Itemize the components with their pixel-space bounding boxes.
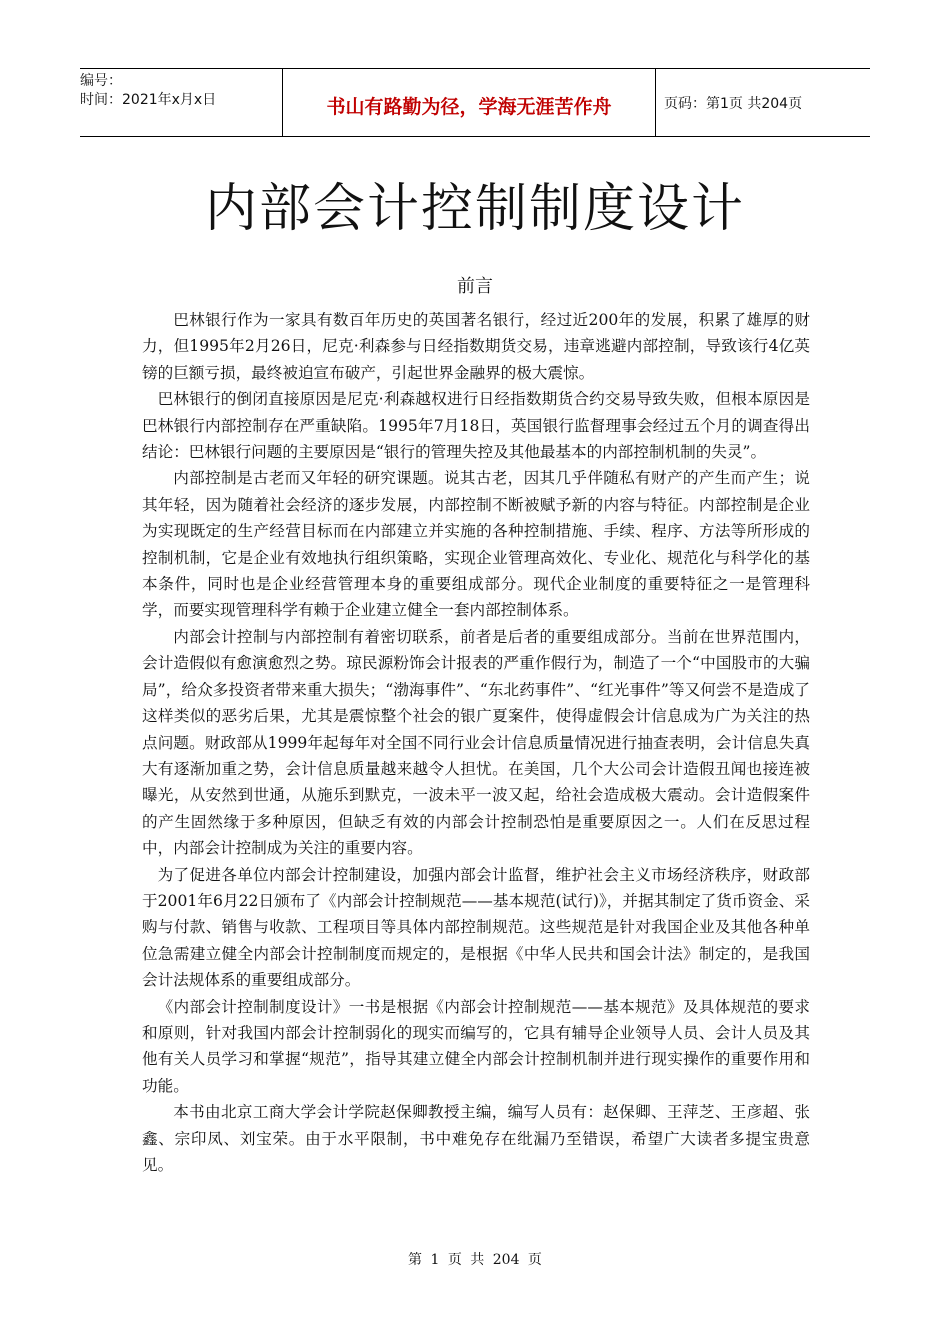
- paragraph: 《内部会计控制制度设计》一书是根据《内部会计控制规范——基本规范》及具体规范的要求和原则，针对我国内部会计控制弱化的现实而编写的，它具有辅导企业领导人员、会计人员及其他有关人员学习和掌握“规范”，指导其建立健全内部会计控制机制并进行现实操作的重要作用和功能。: [142, 997, 810, 1095]
- document-time-label: 时间：2021年x月x日: [80, 92, 217, 108]
- paragraph: 巴林银行作为一家具有数百年历史的英国著名银行，经过近200年的发展，积累了雄厚的财力，但1995年2月26日，尼克·利森参与日经指数期货交易，违章逃避内部控制，导致该行4亿英镑的巨额亏损，最终被迫宣布破产，引起世界金融界的极大震惊。: [142, 311, 810, 382]
- paragraph: 为了促进各单位内部会计控制建设，加强内部会计监督，维护社会主义市场经济秩序，财政部于2001年6月22日颁布了《内部会计控制规范——基本规范(试行)》，并据其制定了货币资金、采购与付款、销售与收款、工程项目等具体内部控制规范。这些规范是针对我国企业及其他各种单位急需建立健全内部会计控制制度而规定的，是根据《中华人民共和国会计法》制定的，是我国会计法规体系的重要组成部分。: [142, 865, 810, 990]
- paragraph: 内部会计控制与内部控制有着密切联系，前者是后者的重要组成部分。当前在世界范围内，会计造假似有愈演愈烈之势。琼民源粉饰会计报表的严重作假行为，制造了一个“中国股市的大骗局”，给众多投资者带来重大损失；“渤海事件”、“东北药事件”、“红光事件”等又何尝不是造成了这样类似的恶劣后果，尤其是震惊整个社会的银广夏案件，使得虚假会计信息成为广为关注的热点问题。财政部从1999年起每年对全国不同行业会计信息质量情况进行抽查表明，会计信息失真大有逐渐加重之势，会计信息质量越来越令人担忧。在美国，几个大公司会计造假丑闻也接连被曝光，从安然到世通，从施乐到默克，一波未平一波又起，给社会造成极大震动。会计造假案件的产生固然缘于多种原因，但缺乏有效的内部会计控制恐怕是重要原因之一。人们在反思过程中，内部会计控制成为关注的重要内容。: [142, 627, 810, 858]
- header-motto: 书山有路勤为径，学海无涯苦作舟: [326, 96, 612, 118]
- paragraph: 巴林银行的倒闭直接原因是尼克·利森越权进行日经指数期货合约交易导致失败，但根本原因是巴林银行内部控制存在严重缺陷。1995年7月18日，英国银行监督理事会经过五个月的调查得出结论：巴林银行问题的主要原因是“银行的管理失控及其他最基本的内部控制机制的失灵”。: [142, 390, 810, 462]
- section-title: 前言: [457, 276, 493, 297]
- paragraph: 内部控制是古老而又年轻的研究课题。说其古老，因其几乎伴随私有财产的产生而产生；说其年轻，因为随着社会经济的逐步发展，内部控制不断被赋予新的内容与特征。内部控制是企业为实现既定的生产经营目标而在内部建立并实施的各种控制措施、手续、程序、方法等所形成的控制机制，它是企业有效地执行组织策略，实现企业管理高效化、专业化、规范化与科学化的基本条件，同时也是企业经营管理本身的重要组成部分。现代企业制度的重要特征之一是管理科学，而要实现管理科学有赖于企业建立健全一套内部控制体系。: [142, 469, 810, 620]
- document-number-label: 编号：: [80, 73, 122, 89]
- header-page-info: 页码：第1页 共204页: [664, 96, 803, 112]
- document-body: [142, 307, 810, 1178]
- page-header: [80, 68, 870, 137]
- header-motto-cell: [282, 69, 656, 136]
- page-footer: 第 1 页 共 204 页: [408, 1252, 542, 1268]
- header-meta: [80, 69, 282, 139]
- document-title: 内部会计控制制度设计: [204, 179, 745, 239]
- paragraph: 本书由北京工商大学会计学院赵保卿教授主编，编写人员有：赵保卿、王萍芝、王彦超、张鑫、宗印凤、刘宝荣。由于水平限制，书中难免存在纰漏乃至错误，希望广大读者多提宝贵意见。: [142, 1103, 810, 1174]
